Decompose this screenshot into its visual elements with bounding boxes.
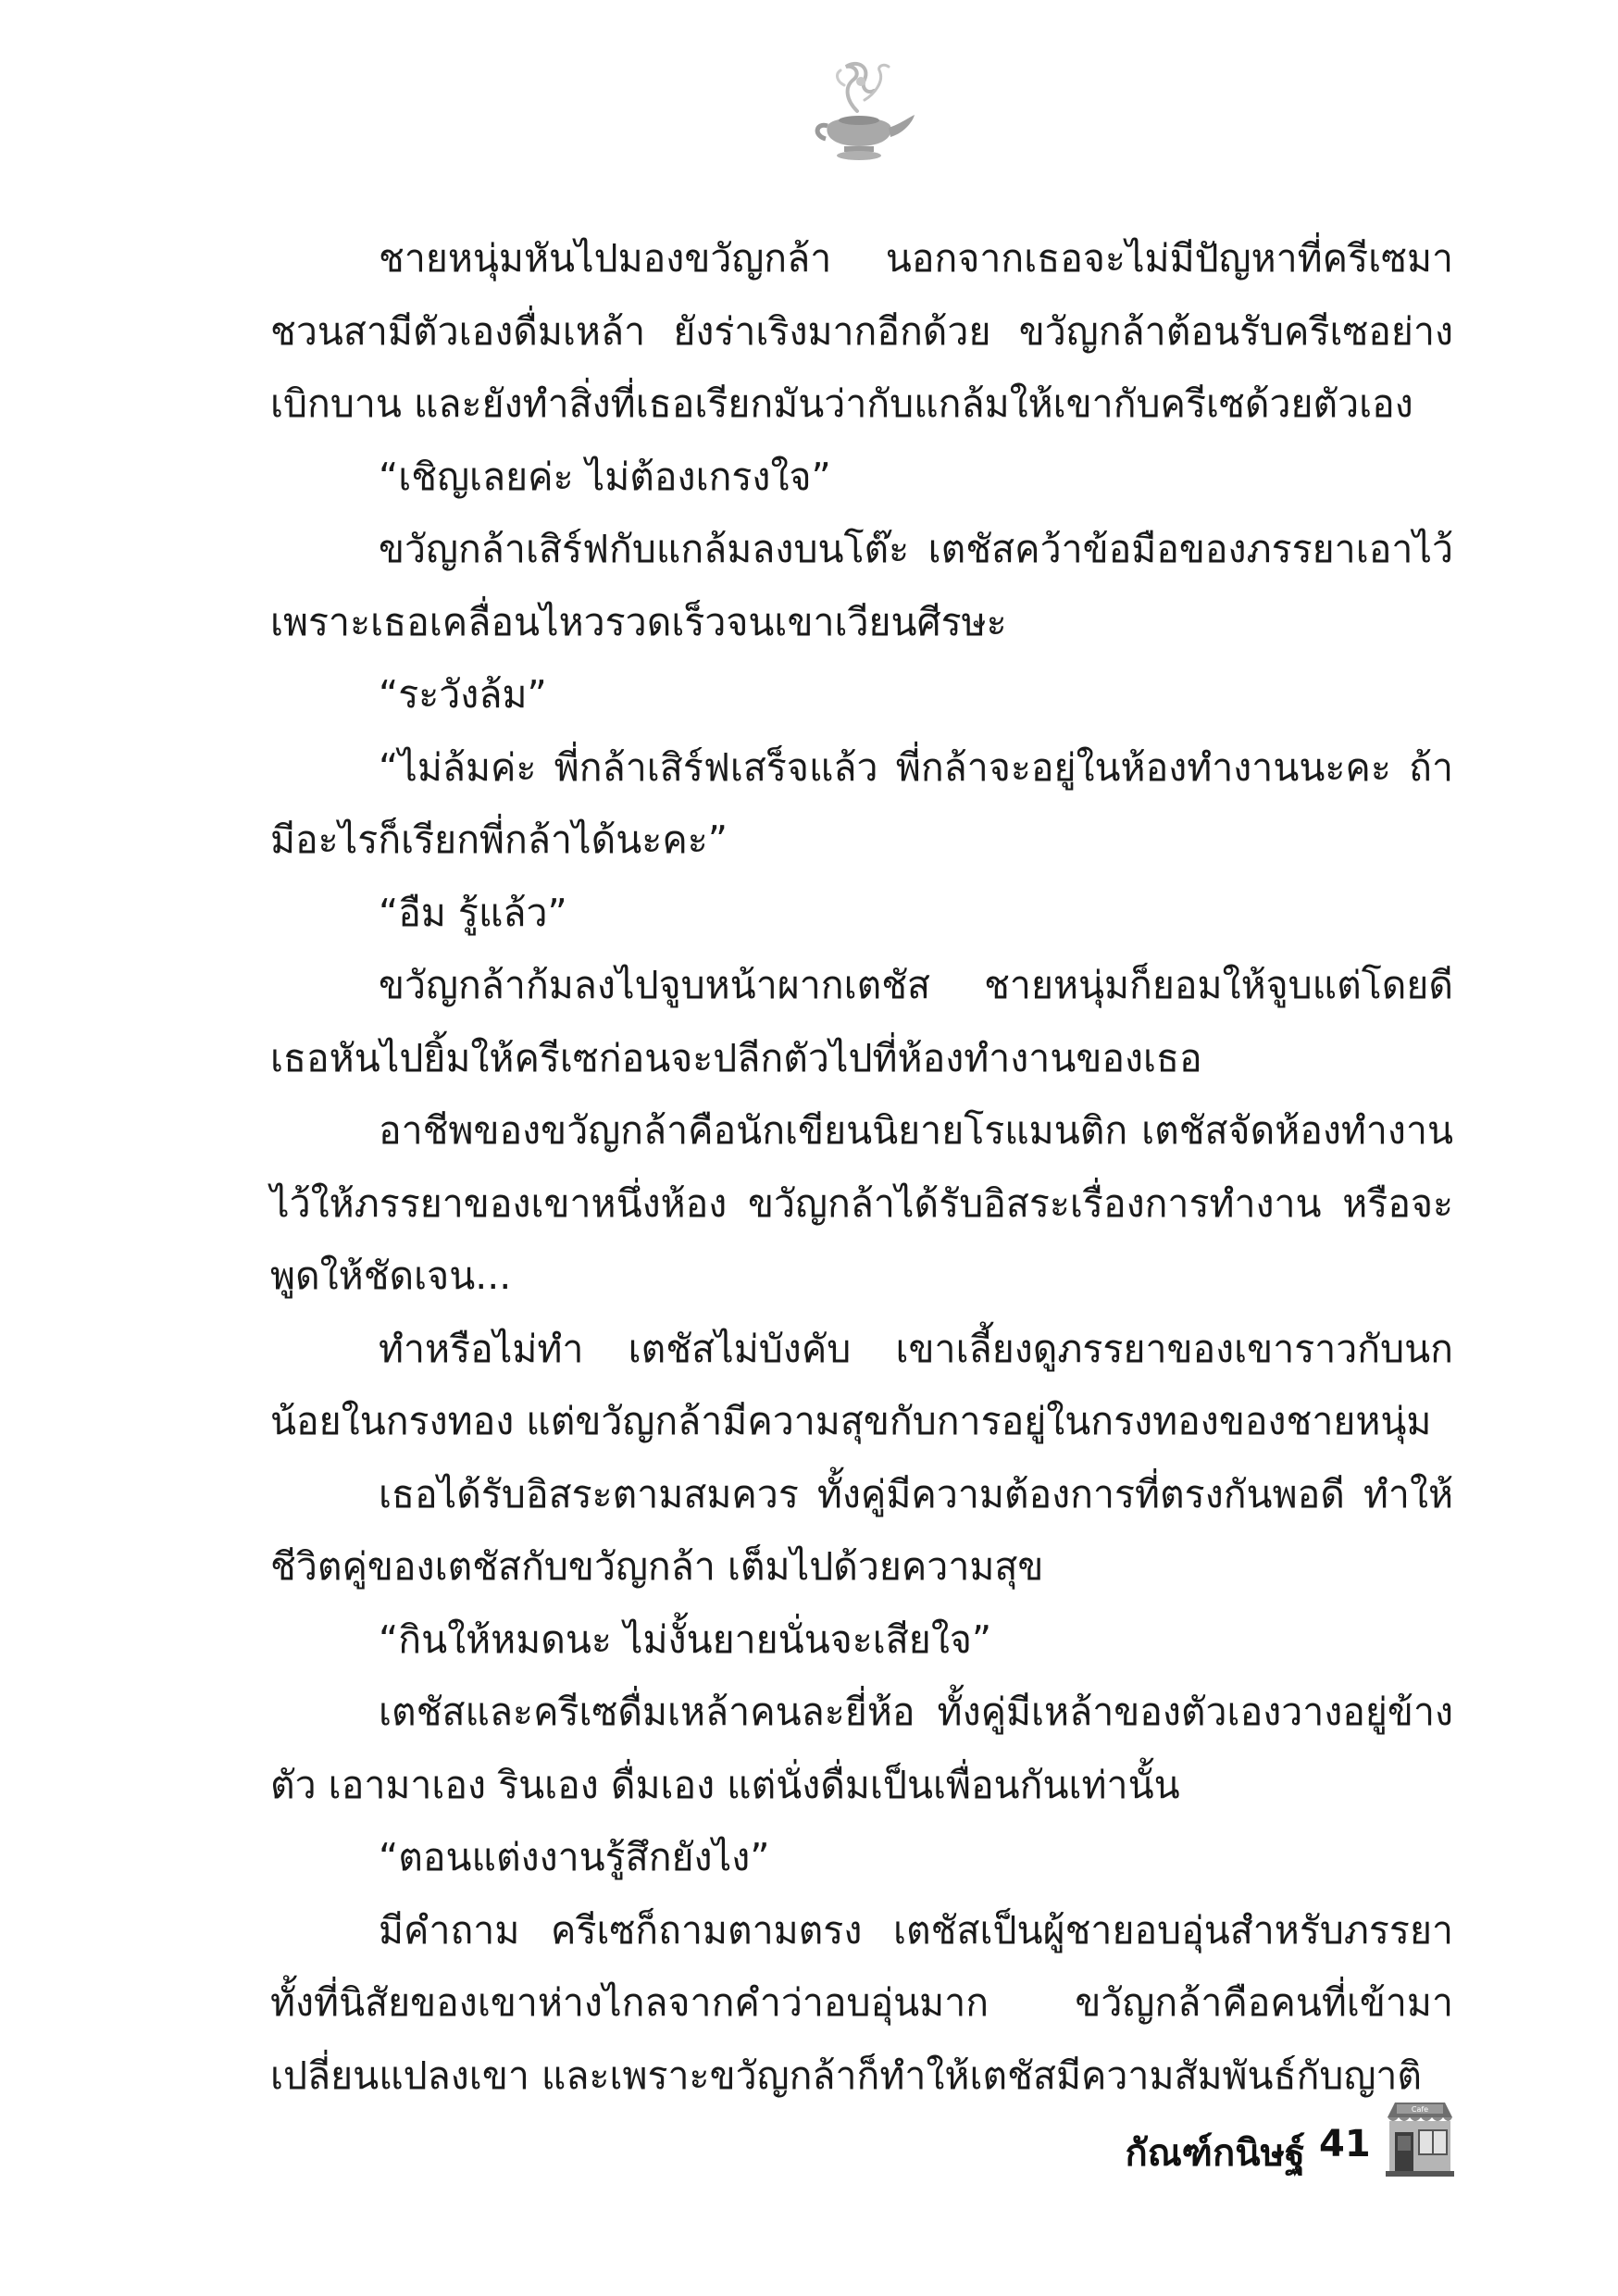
page-number: 41 [1319,2123,1371,2165]
paragraph: ชายหนุ่มหันไปมองขวัญกล้า นอกจากเธอจะไม่มีปัญหาที่ครีเซมาชวนสามีตัวเองดื่มเหล้า ยังร่าเริงมากอีกด้วย ขวัญกล้าต้อนรับครีเซอย่างเบิกบาน และยังทำสิ่งที่เธอเรียกมันว่ากับแกล้มให้เขากับครีเซด้วยตัวเอง [270,236,1453,426]
cafe-shop-icon [1384,2097,1456,2177]
paragraph: อาชีพของขวัญกล้าคือนักเขียนนิยายโรแมนติก เตชัสจัดห้องทำงานไว้ให้ภรรยาของเขาหนึ่งห้อง ขวัญกล้าได้รับอิสระเรื่องการทำงาน หรือจะพูดให้ชัดเจน... [270,1108,1453,1298]
paragraph: “ตอนแต่งงานรู้สึกยังไง” [379,1835,770,1879]
teapot-lamp-ornament-icon [800,54,920,165]
author-name: กัณฑ์กนิษฐ์ [1125,2132,1305,2175]
page-footer [1064,2097,1490,2190]
paragraph: ทำหรือไม่ทำ เตชัสไม่บังคับ เขาเลี้ยงดูภรรยาของเขาราวกับนกน้อยในกรงทอง แต่ขวัญกล้ามีความสุขกับการอยู่ในกรงทองของชายหนุ่ม [270,1326,1453,1443]
paragraph: ขวัญกล้าก้มลงไปจูบหน้าผากเตชัส ชายหนุ่มก็ยอมให้จูบแต่โดยดี เธอหันไปยิ้มให้ครีเซก่อนจะปลีกตัวไปที่ห้องทำงานของเธอ [270,963,1453,1080]
paragraph: เธอได้รับอิสระตามสมควร ทั้งคู่มีความต้องการที่ตรงกันพอดี ทำให้ชีวิตคู่ของเตชัสกับขวัญกล้า เต็มไปด้วยความสุข [270,1471,1453,1589]
cafe-sign-text: Cafe [1411,2105,1429,2114]
paragraph: “ระวังล้ม” [379,672,547,717]
paragraph: เตชัสและครีเซดื่มเหล้าคนละยี่ห้อ ทั้งคู่มีเหล้าของตัวเองวางอยู่ข้างตัว เอามาเอง รินเอง ดื่มเอง แต่นั่งดื่มเป็นเพื่อนกันเท่านั้น [270,1690,1453,1807]
body-text [270,222,1453,2112]
paragraph: “กินให้หมดนะ ไม่งั้นยายนั่นจะเสียใจ” [379,1616,992,1662]
paragraph: “อืม รู้แล้ว” [379,890,567,935]
paragraph: มีคำถาม ครีเซก็ถามตามตรง เตชัสเป็นผู้ชายอบอุ่นสำหรับภรรยา ทั้งที่นิสัยของเขาห่างไกลจากคำว่าอบอุ่นมาก ขวัญกล้าคือคนที่เข้ามาเปลี่ยนแปลงเขา และเพราะขวัญกล้าก็ทำให้เตชัสมีความสัมพันธ์กับญาติ [270,1907,1453,2098]
paragraph: ขวัญกล้าเสิร์ฟกับแกล้มลงบนโต๊ะ เตชัสคว้าข้อมือของภรรยาเอาไว้ เพราะเธอเคลื่อนไหวรวดเร็วจนเขาเวียนศีรษะ [270,527,1453,644]
paragraph: “ไม่ล้มค่ะ พี่กล้าเสิร์ฟเสร็จแล้ว พี่กล้าจะอยู่ในห้องทำงานนะคะ ถ้ามีอะไรก็เรียกพี่กล้าได้นะคะ” [270,744,1453,862]
paragraph: “เชิญเลยค่ะ ไม่ต้องเกรงใจ” [379,454,831,499]
